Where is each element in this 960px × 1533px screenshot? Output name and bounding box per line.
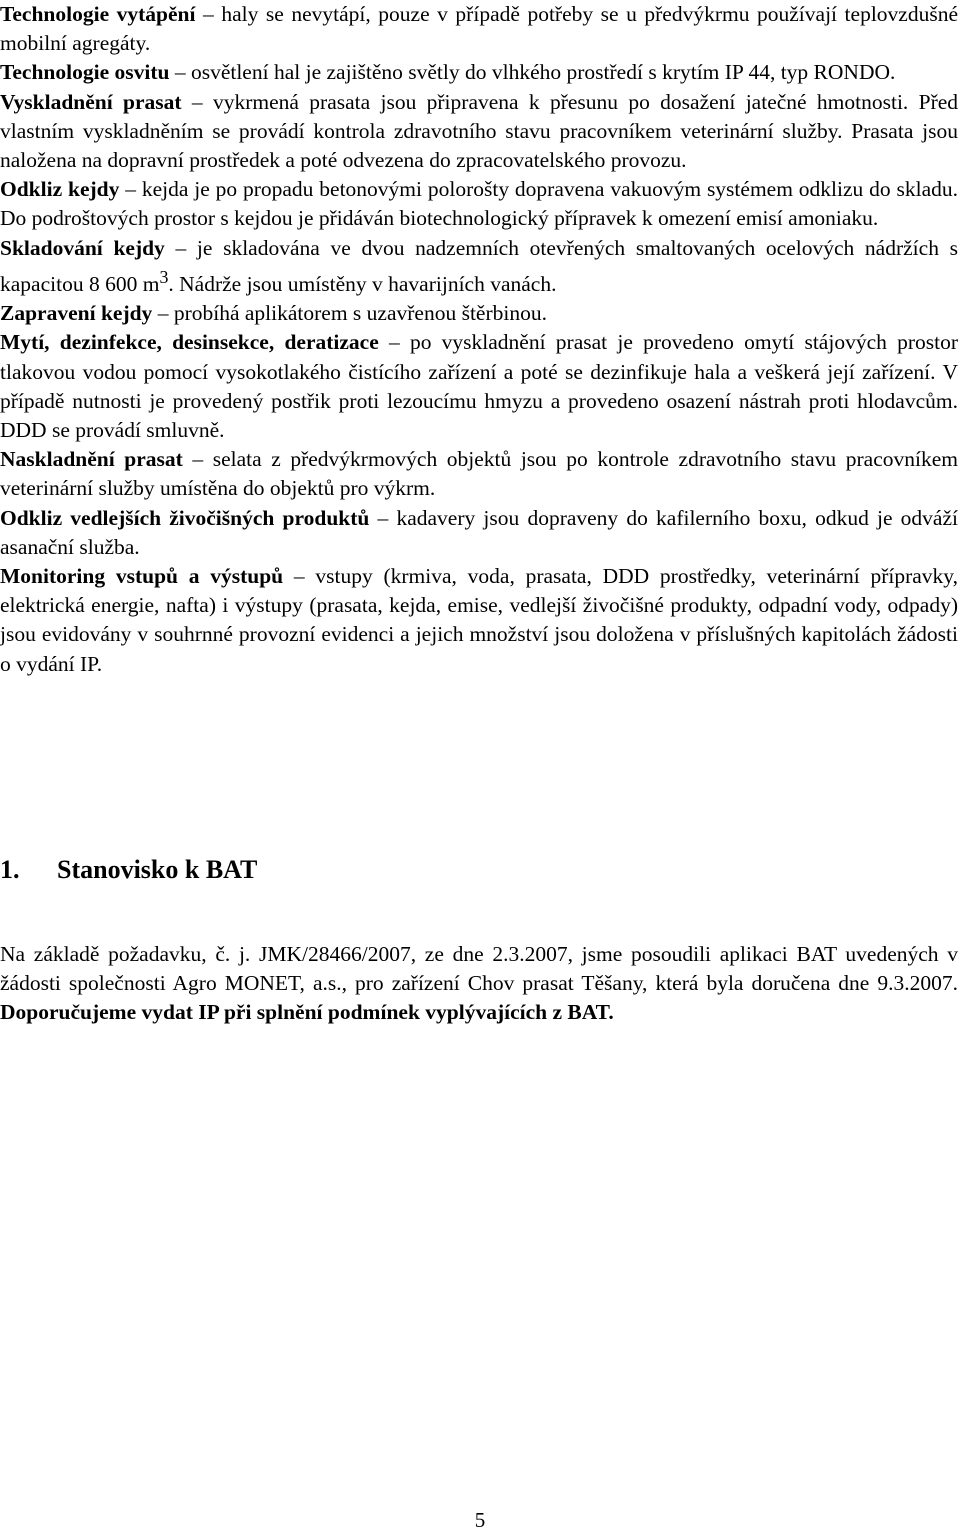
term-sanitation: Mytí, dezinfekce, desinsekce, deratizace [0,330,379,355]
paragraph-lighting [0,58,958,87]
dash-separator: – [283,564,316,589]
dash-separator: – [152,301,174,326]
section-title: Stanovisko k BAT [57,855,258,884]
text-slurry-storage-after: . Nádrže jsou umístěny v havarijních vanách. [168,271,557,296]
term-byproducts: Odkliz vedlejších živočišných produktů [0,505,370,530]
text-monitoring: vstupy (krmiva, voda, prasata, DDD prostředky, veterinární přípravky, elektrická energie, nafta) i výstupy (prasata, kejda, emise, vedlejší živočišné produkty, odpadní vody, odpady) jsou evidovány v souhrnné provozní evidenci a jejich množství jsou doložena v příslušných kapitolách žádosti o vydání IP. [0,564,959,676]
conclusion-block [0,940,958,1028]
term-stocking: Naskladnění prasat [0,447,183,472]
text-lighting: osvětlení hal je zajištěno světly do vlhkého prostředí s krytím IP 44, typ RONDO. [190,60,896,85]
term-lighting: Technologie osvitu [0,60,170,85]
dash-separator: – [169,60,191,85]
paragraph-slurry-application [0,299,958,328]
text-slurry-removal: kejda je po propadu betonovými polorošty dopravena vakuovým systémem odklizu do skladu. Do podroštových prostor s kejdou je přidáván biotechnologický přípravek k omezení emisí amoniaku. [0,177,958,231]
page-number: 5 [474,1508,486,1532]
dash-separator: – [378,330,410,355]
paragraph-byproducts [0,504,958,562]
text-heating: haly se nevytápí, pouze v případě potřeby se u předvýkrmu používají teplovzdušné mobilní agregáty. [0,2,959,56]
conclusion-text: Na základě požadavku, č. j. JMK/28466/2007, ze dne 2.3.2007, jsme posoudili aplikaci BAT uvedených v žádosti společnosti Agro MONET, a.s., pro zařízení Chov prasat Těšany, která byla doručena dne 9.3.2007. [0,942,958,996]
dash-separator: – [182,447,213,472]
text-slurry-storage: je skladována ve dvou nadzemních otevřených smaltovaných ocelových nádržích s kapacitou 8 600 m [0,235,958,296]
conclusion-recommendation: Doporučujeme vydat IP při splnění podmínek vyplývajících z BAT. [0,1000,614,1025]
text-dispatch: vykrmená prasata jsou připravena k přesunu po dosažení jatečné hmotnosti. Před vlastním vyskladněním se provádí kontrola zdravotního stavu pracovníkem veterinární služby. Prasata jsou naložena na dopravní prostředek a poté odvezena do zpracovatelského provozu. [0,89,959,173]
term-slurry-removal: Odkliz kejdy [0,177,120,202]
section-number: 1. [0,855,20,884]
term-heating: Technologie vytápění [0,2,196,26]
text-byproducts: kadavery jsou dopraveny do kafilerního boxu, odkud je odváží asanační služba. [0,505,958,559]
conclusion-paragraph [0,940,958,1028]
technology-description [0,0,958,679]
text-slurry-application: probíhá aplikátorem s uzavřenou štěrbinou. [173,301,547,326]
text-sanitation: po vyskladnění prasat je provedeno omytí stájových prostor tlakovou vodou pomocí vysokotlakého čistícího zařízení a poté se dezinfikuje hala a veškerá její zařízení. V případě nutnosti je provedený postřik proti lezoucímu hmyzu a provedeno osazení nástrah proti hlodavcům. DDD se provádí smluvně. [0,330,958,442]
paragraph-slurry-storage [0,234,958,300]
dash-separator: – [164,235,197,260]
section-heading [0,853,257,887]
term-dispatch: Vyskladnění prasat [0,89,182,114]
paragraph-heating [0,0,958,58]
superscript-cubic: 3 [159,266,169,287]
text-stocking: selata z předvýkrmových objektů jsou po kontrole zdravotního stavu pracovníkem veterinární služby umístěna do objektů pro výkrm. [0,447,958,501]
term-slurry-application: Zapravení kejdy [0,301,153,326]
term-slurry-storage: Skladování kejdy [0,235,165,260]
paragraph-stocking [0,445,958,503]
paragraph-dispatch [0,88,958,176]
term-monitoring: Monitoring vstupů a výstupů [0,564,284,589]
dash-separator: – [369,505,397,530]
paragraph-sanitation [0,328,958,445]
dash-separator: – [181,89,213,114]
dash-separator: – [119,177,142,202]
paragraph-slurry-removal [0,175,958,233]
dash-separator: – [195,2,222,26]
paragraph-monitoring [0,562,958,679]
